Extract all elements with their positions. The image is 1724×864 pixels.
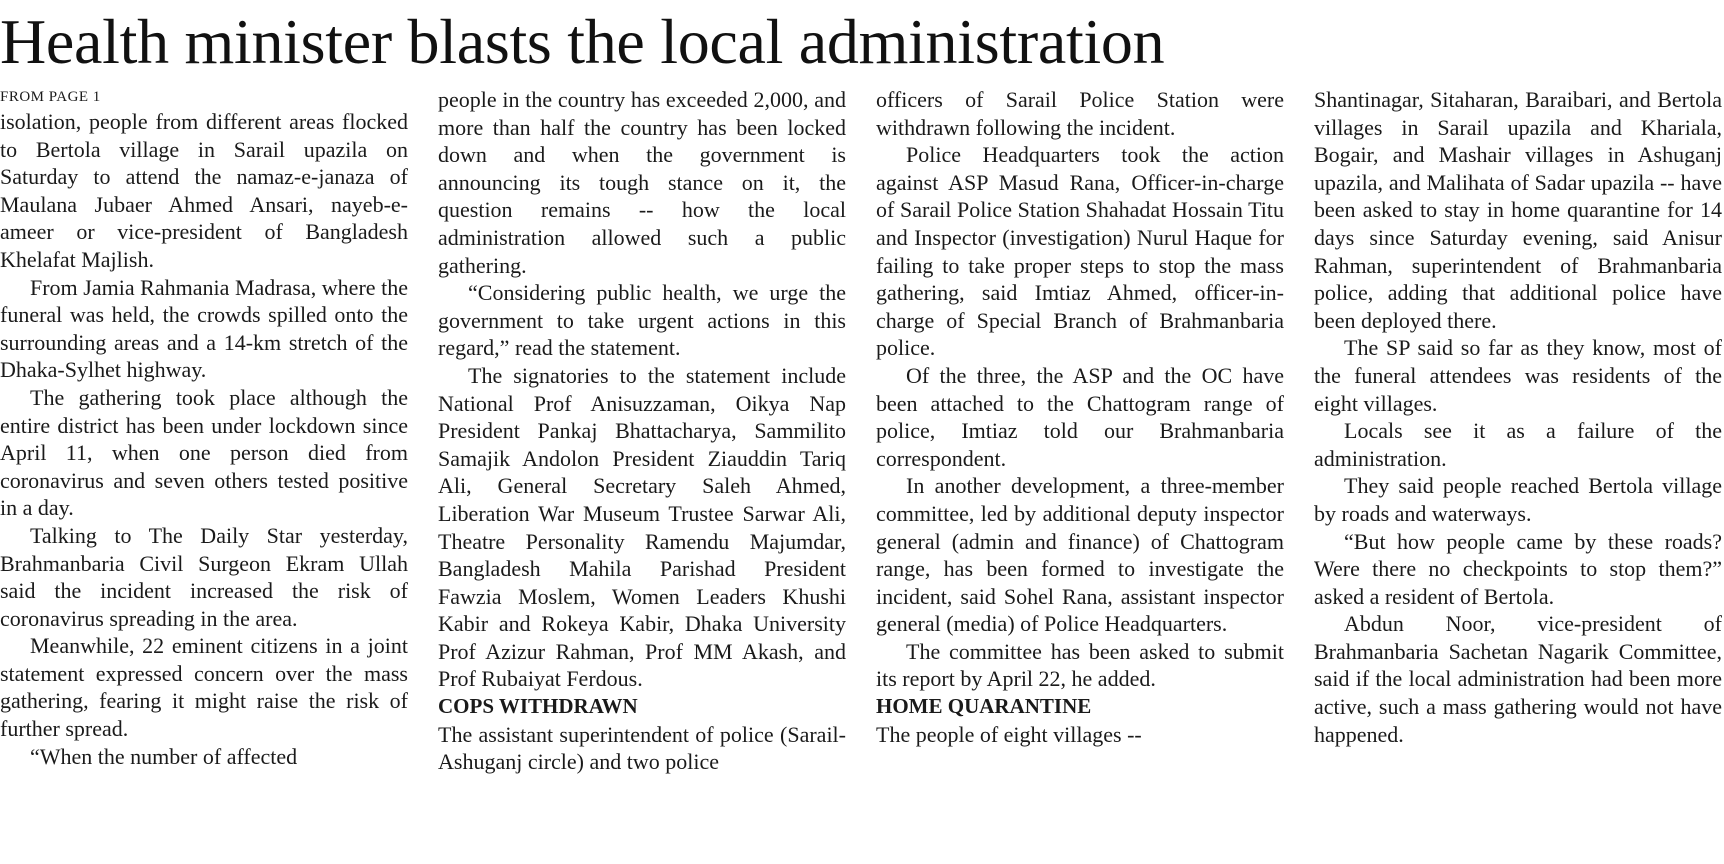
headline: Health minister blasts the local administration	[0, 6, 1165, 77]
paragraph: The committee has been asked to submit its report by April 22, he added.	[876, 638, 1284, 692]
paragraph: Shantinagar, Sitaharan, Baraibari, and Bertola villages in Sarail upazila and Khariala, Bogair, and Mashair villages in Ashuganj upazila, and Malihata of Sadar upazila -- have been asked to stay in home quarantine for 14 days since Saturday evening, said Anisur Rahman, superintendent of Brahmanbaria police, adding that additional police have been deployed there.	[1314, 87, 1722, 333]
paragraph: They said people reached Bertola village by roads and waterways.	[1314, 473, 1722, 526]
paragraph: “When the number of affected	[30, 743, 298, 769]
subhead-cops-withdrawn: COPS WITHDRAWN	[438, 694, 638, 719]
article-column-4	[1314, 86, 1722, 748]
continuation-kicker: FROM PAGE 1	[0, 89, 101, 105]
paragraph: Abdun Noor, vice-president of Brahmanbaria Sachetan Nagarik Committee, said if the local administration had been more active, such a mass gathering would not have happened.	[1314, 611, 1722, 747]
paragraph: “Considering public health, we urge the government to take urgent actions in this regard,” read the statement.	[438, 280, 846, 361]
paragraph: The SP said so far as they know, most of the funeral attendees was residents of the eight villages.	[1314, 335, 1722, 416]
paragraph: Police Headquarters took the action against ASP Masud Rana, Officer-in-charge of Sarail Police Station Shahadat Hossain Titu and Inspector (investigation) Nurul Haque for failing to take proper steps to stop the mass gathering, said Imtiaz Ahmed, officer-in-charge of Special Branch of Brahmanbaria police.	[876, 142, 1284, 361]
paragraph: The assistant superintendent of police (Sarail-Ashuganj circle) and two police	[438, 721, 846, 775]
paragraph: Locals see it as a failure of the administration.	[1314, 418, 1722, 471]
paragraph: people in the country has exceeded 2,000, and more than half the country has been locked down and when the government is announcing its tough stance on it, the question remains -- how the local administration allowed such a public gathering.	[438, 87, 846, 278]
paragraph: The gathering took place although the entire district has been under lockdown since April 11, when one person died from coronavirus and seven others tested positive in a day.	[0, 384, 408, 521]
article-column-3	[876, 86, 1284, 748]
paragraph: The signatories to the statement include National Prof Anisuzzaman, Oikya Nap President Pankaj Bhattacharya, Sammilito Samajik Andolon President Ziauddin Tariq Ali, General Secretary Saleh Ahmed, Liberation War Museum Trustee Sarwar Ali, Theatre Personality Ramendu Majumdar, Bangladesh Mahila Parishad President Fawzia Moslem, Women Leaders Khushi Kabir and Rokeya Kabir, Dhaka University Prof Azizur Rahman, Prof MM Akash, and Prof Rubaiyat Ferdous.	[438, 362, 846, 692]
paragraph: Of the three, the ASP and the OC have been attached to the Chattogram range of police, Imtiaz told our Brahmanbaria correspondent.	[876, 362, 1284, 471]
paragraph: Talking to The Daily Star yesterday, Brahmanbaria Civil Surgeon Ekram Ullah said the incident increased the risk of coronavirus spreading in the area.	[0, 522, 408, 631]
paragraph: From Jamia Rahmania Madrasa, where the funeral was held, the crowds spilled onto the surrounding areas and a 14-km stretch of the Dhaka-Sylhet highway.	[0, 274, 408, 383]
subhead-home-quarantine: HOME QUARANTINE	[876, 694, 1092, 719]
article-column-1	[0, 86, 408, 770]
paragraph: “But how people came by these roads? Were there no checkpoints to stop them?” asked a resident of Bertola.	[1314, 528, 1722, 609]
paragraph: isolation, people from different areas flocked to Bertola village in Sarail upazila on Saturday to attend the namaz-e-janaza of Maulana Jubaer Ahmed Ansari, nayeb-e-ameer or vice-president of Bangladesh Khelafat Majlish.	[0, 109, 408, 272]
paragraph: In another development, a three-member committee, led by additional deputy inspector general (admin and finance) of Chattogram range, has been formed to investigate the incident, said Sohel Rana, assistant inspector general (media) of Police Headquarters.	[876, 473, 1284, 637]
paragraph: The people of eight villages --	[876, 721, 1142, 747]
paragraph: officers of Sarail Police Station were withdrawn following the incident.	[876, 87, 1284, 140]
article-column-2	[438, 86, 846, 776]
paragraph: Meanwhile, 22 eminent citizens in a joint statement expressed concern over the mass gathering, fearing it might raise the risk of further spread.	[0, 633, 408, 742]
